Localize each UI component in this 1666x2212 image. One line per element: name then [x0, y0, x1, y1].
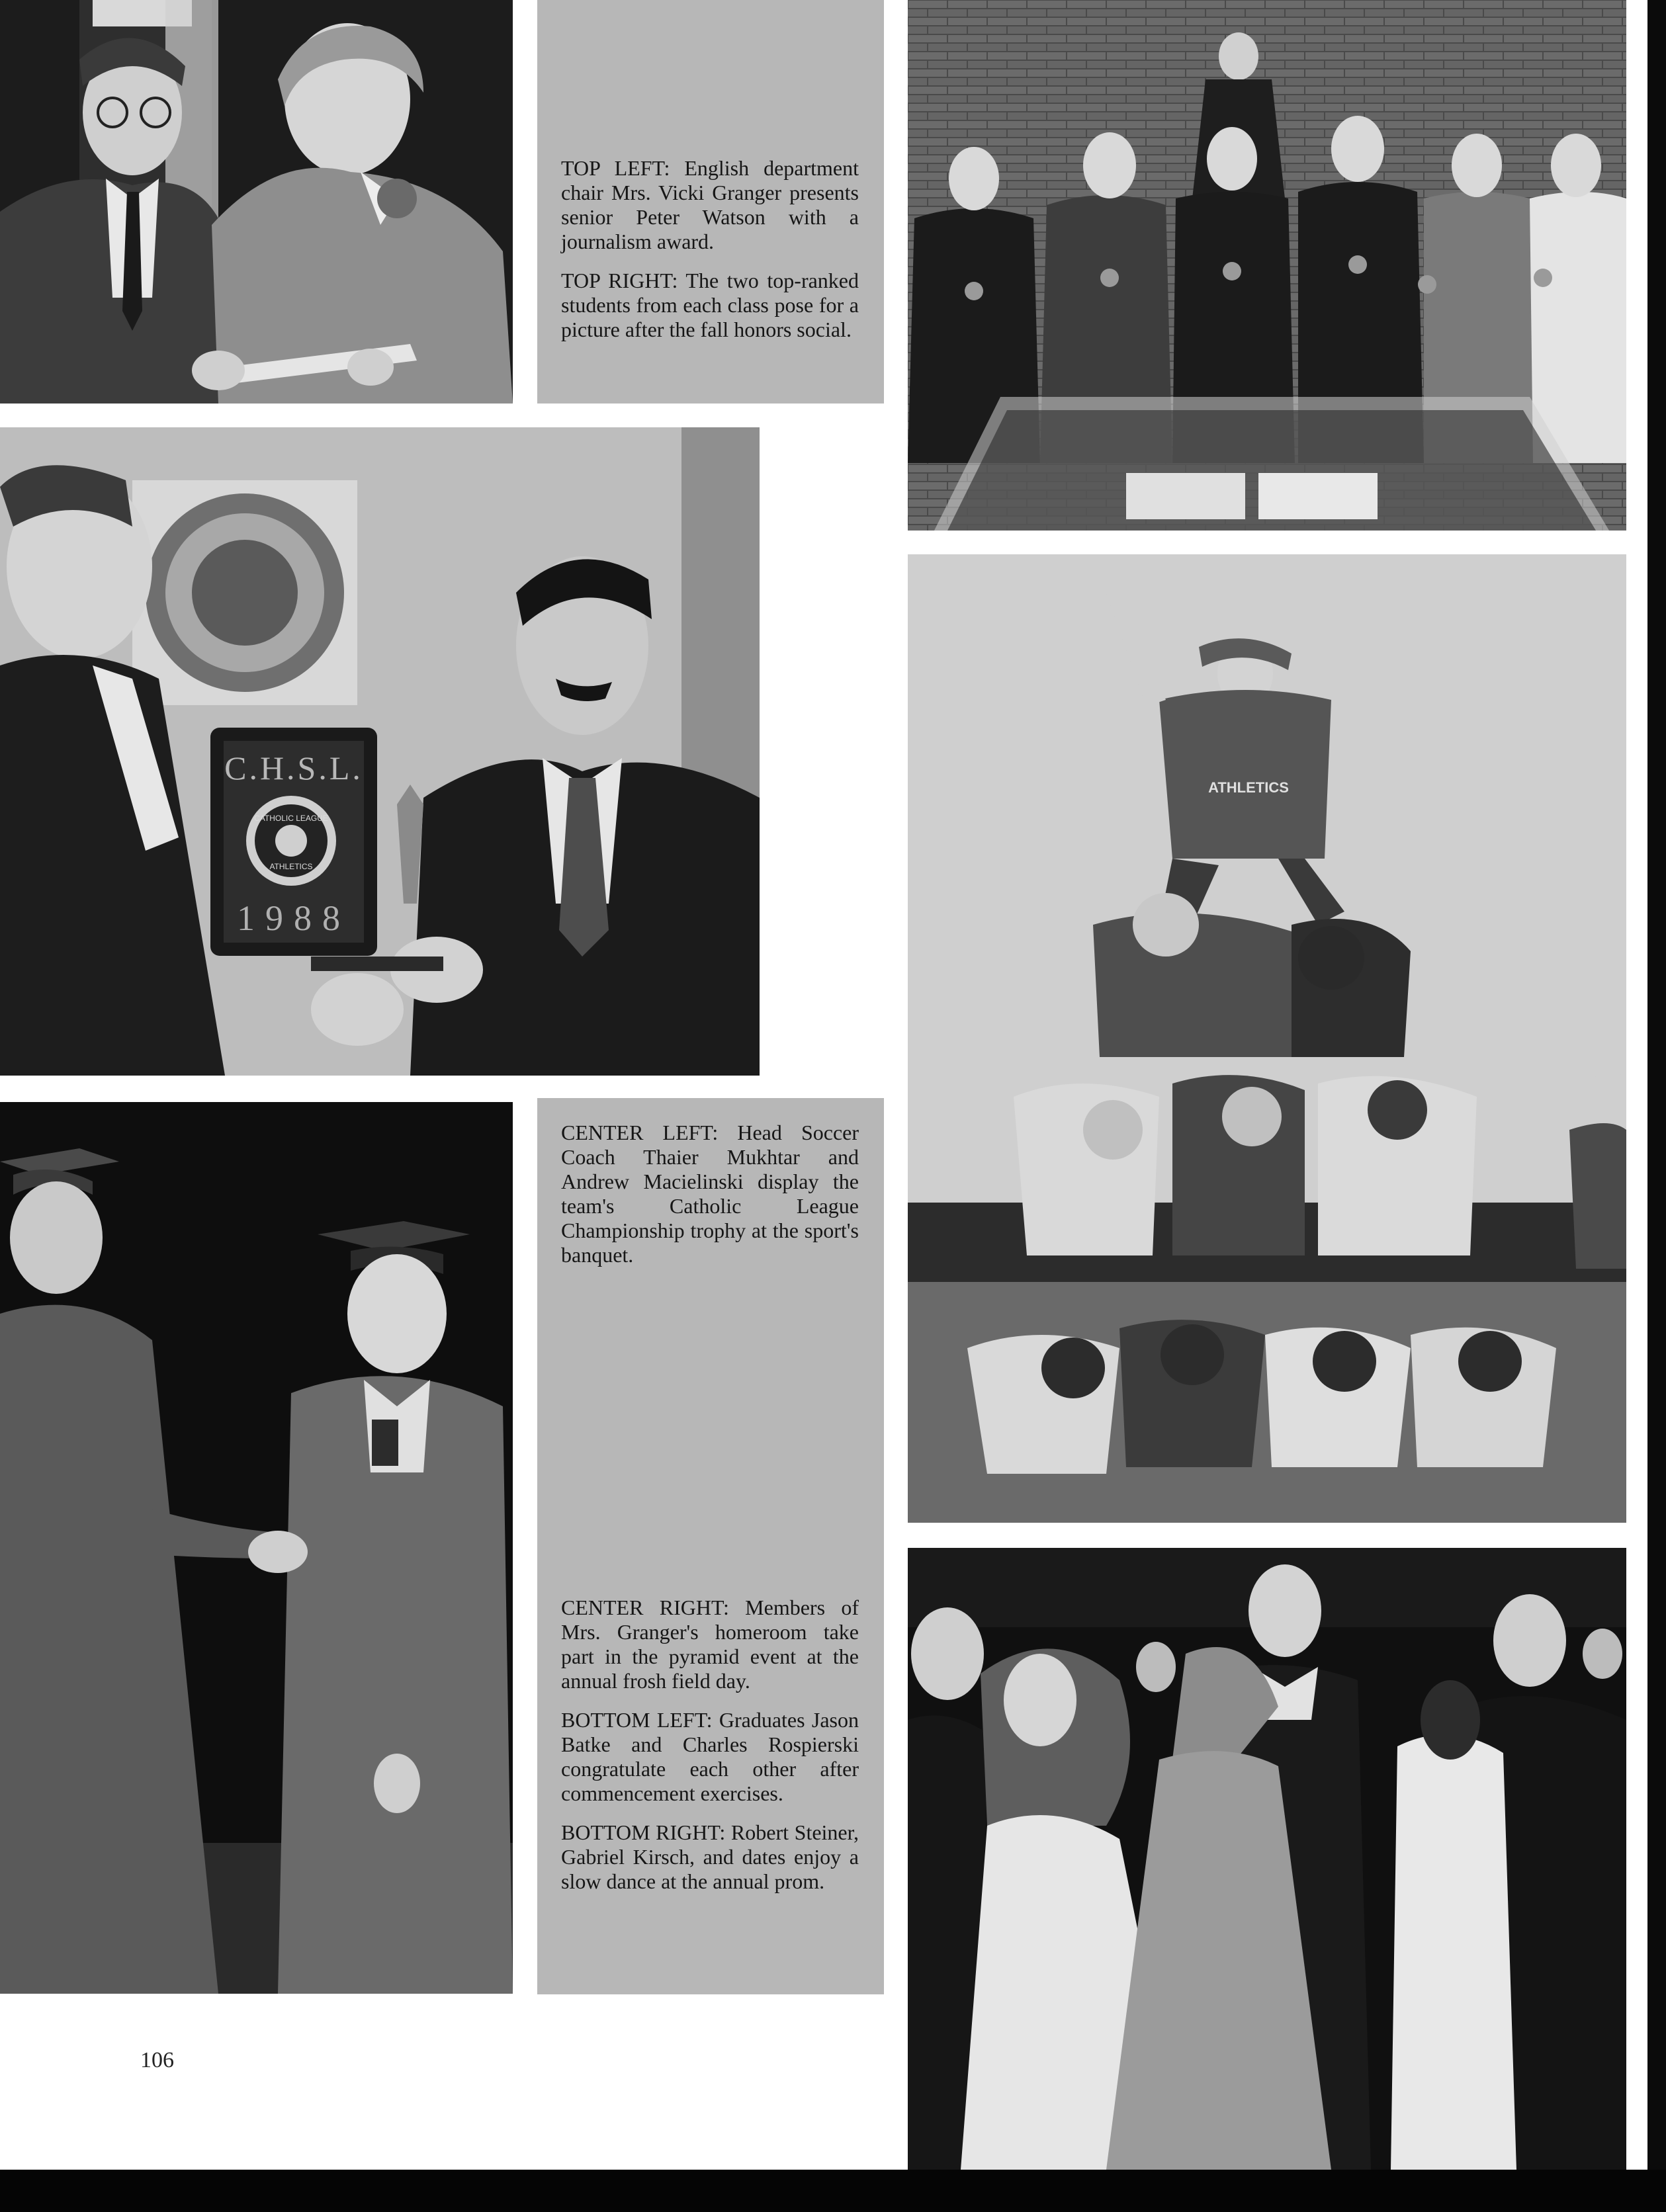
photo-top-left	[0, 0, 513, 404]
caption-bottom-left: BOTTOM LEFT: Graduates Jason Batke and Charles Rospierski congratulate each other after commencement exercises.	[561, 1708, 859, 1805]
photo-center-left	[0, 427, 760, 1076]
scan-bottom-bar	[0, 2170, 1666, 2212]
photo-bottom-left	[0, 1102, 513, 1994]
shirt-text: ATHLETICS	[1208, 779, 1289, 796]
caption-block-center-left	[561, 1121, 859, 1282]
caption-center-right: CENTER RIGHT: Members of Mrs. Granger's homeroom take part in the pyramid event at the annual frosh field day.	[561, 1595, 859, 1693]
plaque-year: 1988	[237, 898, 351, 938]
caption-center-left: CENTER LEFT: Head Soccer Coach Thaier Mukhtar and Andrew Macielinski display the team's Catholic League Championship trophy at the sport's banquet.	[561, 1121, 859, 1267]
caption-block-top	[561, 156, 859, 357]
page-number: 106	[140, 2048, 174, 2072]
caption-bottom-right: BOTTOM RIGHT: Robert Steiner, Gabriel Kirsch, and dates enjoy a slow dance at the annual prom.	[561, 1820, 859, 1893]
caption-block-bottom	[561, 1595, 859, 1908]
photo-top-right	[908, 0, 1626, 531]
caption-top-left: TOP LEFT: English department chair Mrs. Vicki Granger presents senior Peter Watson with a journalism award.	[561, 156, 859, 253]
photo-center-right	[908, 554, 1626, 1523]
caption-top-right: TOP RIGHT: The two top-ranked students from each class pose for a picture after the fall honors social.	[561, 269, 859, 341]
photo-bottom-right	[908, 1548, 1626, 2170]
plaque-title: C.H.S.L.	[224, 749, 363, 787]
seal-top-text: CATHOLIC LEAGUE	[254, 814, 328, 823]
scan-edge	[1647, 0, 1666, 2170]
seal-bottom-text: ATHLETICS	[269, 862, 313, 871]
